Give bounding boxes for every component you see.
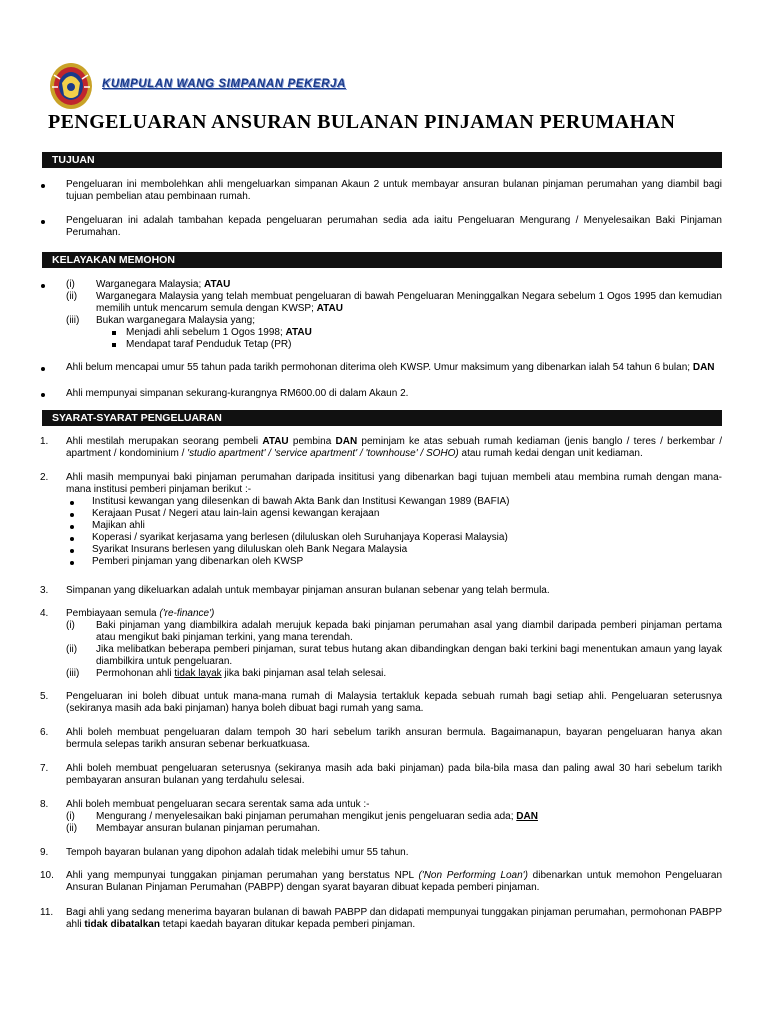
lender-type: Koperasi / syarikat kerjasama yang berlesen (diluluskan oleh Suruhanjaya Koperasi Malaysia): [92, 532, 508, 543]
syarat-item-9: 9. Tempoh bayaran bulanan yang dipohon adalah tidak melebihi umur 55 tahun.: [40, 847, 409, 858]
syarat-item-5: 5. Pengeluaran ini boleh dibuat untuk mana-mana rumah di Malaysia tertakluk kepada sebuah rumah bagi setiap ahli. Pengeluaran seterusnya (sekiranya masih ada baki pinjaman) hanya boleh dibuat bagi rumah yang sama.: [40, 691, 722, 714]
syarat-item-8: 8. Ahli boleh membuat pengeluaran secara serentak sama ada untuk :- (i) Mengurang / menyelesaikan baki pinjaman perumahan mengikut jenis pengeluaran sedia ada; DAN (ii) Membayar ansuran bulanan pinjaman perumahan.: [40, 799, 538, 834]
header: [48, 60, 346, 112]
lender-type: Institusi kewangan yang dilesenkan di bawah Akta Bank dan Institusi Kewangan 1989 (BAFIA): [92, 496, 510, 507]
section-heading-syarat: SYARAT-SYARAT PENGELUARAN: [42, 410, 722, 426]
bullet-icon: [40, 179, 66, 203]
bullet-icon: [66, 532, 92, 544]
bullet-icon: [40, 362, 66, 374]
lender-type: Syarikat Insurans berlesen yang diluluskan oleh Bank Negara Malaysia: [92, 544, 408, 555]
bullet-icon: [66, 544, 92, 556]
bullet-icon: [66, 508, 92, 520]
tujuan-item-2: Pengeluaran ini adalah tambahan kepada pengeluaran perumahan sedia ada iaitu Pengeluaran Mengurang / Menyelesaikan Baki Pinjaman Perumahan.: [40, 215, 722, 239]
square-bullet-icon: [96, 327, 126, 339]
syarat-item-6: 6. Ahli boleh membuat pengeluaran dalam tempoh 30 hari sebelum tarikh ansuran bermula. Bagaimanapun, bayaran pengeluaran hanya akan bermula selepas tarikh ansuran sebenar berkuatkuasa.: [40, 727, 722, 750]
kwsp-logo-icon: [48, 61, 94, 111]
bullet-icon: [40, 215, 66, 239]
syarat-item-7: 7. Ahli boleh membuat pengeluaran seterusnya (sekiranya masih ada baki pinjaman) pada bila-bila masa dan paling awal 30 hari sebelum tarikh pembayaran ansuran bulanan yang terdahulu selesai.: [40, 763, 722, 786]
bullet-icon: [40, 388, 66, 400]
section-heading-kelayakan: KELAYAKAN MEMOHON: [42, 252, 722, 268]
bullet-icon: [66, 556, 92, 568]
kelayakan-criteria-1: (i) Warganegara Malaysia; ATAU (ii) Warganegara Malaysia yang telah membuat pengeluaran di bawah Pengeluaran Meninggalkan Negara sebelum 1 Ogos 1995 dan kemudian memilih untuk mencarum semula dengan KWSP; ATAU (iii) Bukan warganegara Malaysia yang; Menjadi ahli sebelum 1 Ogos 1998; ATAU Mendapat taraf Penduduk Tetap (PR): [40, 279, 722, 351]
section-heading-tujuan: TUJUAN: [42, 152, 722, 168]
syarat-item-2: 2. Ahli masih mempunyai baki pinjaman perumahan daripada insititusi yang dibenarkan bagi tujuan membeli atau membina rumah dengan mana-mana institusi pemberi pinjaman berikut :- Institusi kewangan yang dilesenkan di bawah Akta Bank dan Institusi Kewangan 1989 (BAFIA) Kerajaan Pusat / Negeri atau lain-lain agensi kewangan kerajaan Majikan ahli Koperasi / syarikat kerjasama yang berlesen (diluluskan oleh Suruhanjaya Koperasi Malaysia) Syarikat Insurans berlesen yang diluluskan oleh Bank Negara Malaysia Pemberi pinjaman yang dibenarkan oleh KWSP: [40, 472, 722, 567]
syarat-item-3: 3. Simpanan yang dikeluarkan adalah untuk membayar pinjaman ansuran bulanan sebenar yang telah bermula.: [40, 585, 550, 596]
syarat-item-4: 4. Pembiayaan semula ('re-finance') (i) Baki pinjaman yang diambilkira adalah merujuk kepada baki pinjaman perumahan asal yang diambil daripada pemberi pinjaman pertama atau mengikut baki pinjaman terkini, yang mana terendah. (ii) Jika melibatkan beberapa pemberi pinjaman, surat tebus hutang akan dibandingkan dengan baki terkini bagi menentukan amaun yang layak diambilkira untuk pengeluaran. (iii) Permohonan ahli tidak layak jika baki pinjaman asal telah selesai.: [40, 608, 722, 679]
document-title: PENGELUARAN ANSURAN BULANAN PINJAMAN PERUMAHAN: [48, 111, 676, 133]
syarat-item-11: 11. Bagi ahli yang sedang menerima bayaran bulanan di bawah PABPP dan didapati mempunyai tunggakan pinjaman perumahan, permohonan PABPP ahli tidak dibatalkan tetapi kaedah bayaran ditukar kepada pemberi pinjaman.: [40, 907, 722, 930]
lender-type: Pemberi pinjaman yang dibenarkan oleh KWSP: [92, 556, 304, 567]
bullet-icon: [66, 496, 92, 508]
syarat-item-1: 1. Ahli mestilah merupakan seorang pembeli ATAU pembina DAN peminjam ke atas sebuah rumah kediaman (jenis banglo / teres / berkembar / apartment / kondominium / 'studio apartment' / 'service apartment' / 'townhouse' / SOHO) atau rumah kedai dengan unit kediaman.: [40, 436, 722, 459]
bullet-icon: [40, 279, 66, 351]
tujuan-item-1: Pengeluaran ini membolehkan ahli mengeluarkan simpanan Akaun 2 untuk membayar ansuran bulanan pinjaman perumahan yang diambil bagi tujuan pembelian atau pembinaan rumah.: [40, 179, 722, 203]
lender-type: Majikan ahli: [92, 520, 145, 531]
kelayakan-criteria-3: Ahli mempunyai simpanan sekurang-kurangnya RM600.00 di dalam Akaun 2.: [40, 388, 722, 400]
kelayakan-criteria-2: Ahli belum mencapai umur 55 tahun pada tarikh permohonan diterima oleh KWSP. Umur maksimum yang dibenarkan ialah 54 tahun 6 bulan; DAN: [40, 362, 722, 374]
square-bullet-icon: [96, 339, 126, 351]
org-name: KUMPULAN WANG SIMPANAN PEKERJA: [102, 78, 346, 90]
bullet-icon: [66, 520, 92, 532]
lender-type: Kerajaan Pusat / Negeri atau lain-lain agensi kewangan kerajaan: [92, 508, 380, 519]
syarat-item-10: 10. Ahli yang mempunyai tunggakan pinjaman perumahan yang berstatus NPL ('Non Performing Loan') dibenarkan untuk memohon Pengeluaran Ansuran Bulanan Pinjaman Perumahan (PABPP) dengan syarat bayaran dibuat kepada pemberi pinjaman.: [40, 870, 723, 893]
